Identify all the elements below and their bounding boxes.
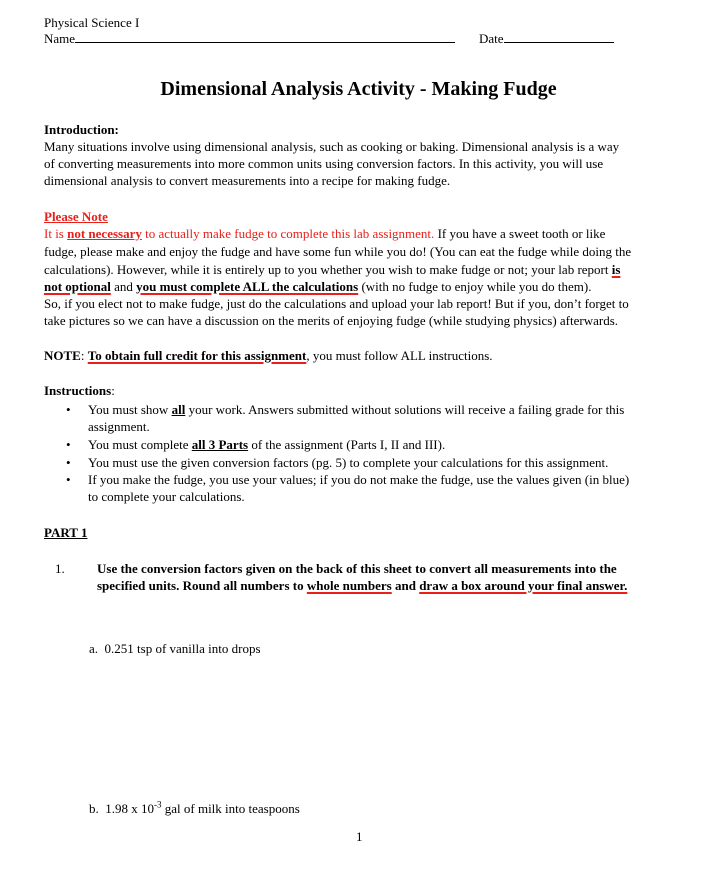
question-text: specified units. Round all numbers to whole numbers and draw a box around your final answer. <box>97 578 628 593</box>
introduction-line: dimensional analysis to convert measurements into a recipe for making fudge. <box>44 173 451 188</box>
bullet-icon: • <box>66 402 71 417</box>
bullet-icon: • <box>66 437 71 452</box>
question-number: 1. <box>55 561 65 576</box>
date-field[interactable] <box>479 30 614 47</box>
please-note-line: It is not necessary to actually make fudge to complete this lab assignment. If you have a sweet tooth or like <box>44 226 606 241</box>
please-note-line: not optional and you must complete ALL the calculations (with no fudge to enjoy while you do them). <box>44 279 592 294</box>
date-blank-line[interactable] <box>504 30 614 43</box>
instruction-item: If you make the fudge, you use your values; if you do not make the fudge, use the values given (in blue) to complete your calculations. <box>88 472 630 504</box>
please-note-line: fudge, please make and enjoy the fudge and have some fun while you do! (You can eat the fudge while doing the <box>44 244 632 259</box>
instruction-item: You must show all your work. Answers submitted without solutions will receive a failing grade for this assignment. <box>88 402 625 434</box>
please-note-line: calculations). However, while it is entirely up to you whether you wish to make fudge or not; your lab report is <box>44 262 621 277</box>
question-text: Use the conversion factors given on the back of this sheet to convert all measurements into the <box>97 561 617 576</box>
instruction-item: You must use the given conversion factors (pg. 5) to complete your calculations for this assignment. <box>88 455 609 470</box>
introduction-line: Many situations involve using dimensional analysis, such as cooking or baking. Dimensional analysis is a way <box>44 139 620 154</box>
credit-note: NOTE: To obtain full credit for this assignment, you must follow ALL instructions. <box>44 348 493 363</box>
name-blank-line[interactable] <box>75 30 455 43</box>
date-label: Date <box>479 31 504 46</box>
sub-item-a: a. 0.251 tsp of vanilla into drops <box>89 641 261 656</box>
please-note-line: So, if you elect not to make fudge, just do the calculations and upload your lab report! But if you, don’t forget to <box>44 296 629 311</box>
bullet-icon: • <box>66 455 71 470</box>
page-title: Dimensional Analysis Activity - Making Fudge <box>160 78 557 100</box>
name-label: Name <box>44 31 76 46</box>
please-note-heading: Please Note <box>44 209 108 224</box>
instruction-item: You must complete all 3 Parts of the assignment (Parts I, II and III). <box>88 437 446 452</box>
bullet-icon: • <box>66 472 71 487</box>
sub-item-b: b. 1.98 x $10^{-3}$ gal of milk into teaspoons <box>89 799 300 816</box>
part1-heading: PART 1 <box>44 525 88 540</box>
instructions-heading: Instructions: <box>44 383 115 398</box>
introduction-heading: Introduction: <box>44 122 119 137</box>
page-number: 1 <box>356 829 363 844</box>
introduction-line: of converting measurements into more common units using conversion factors. In this activity, you will use <box>44 156 604 171</box>
name-field[interactable] <box>44 30 455 47</box>
course-name: Physical Science I <box>44 15 140 30</box>
please-note-line: take pictures so we can have a discussion on the merits of enjoying fudge (while studying physics) afterwards. <box>44 313 619 328</box>
